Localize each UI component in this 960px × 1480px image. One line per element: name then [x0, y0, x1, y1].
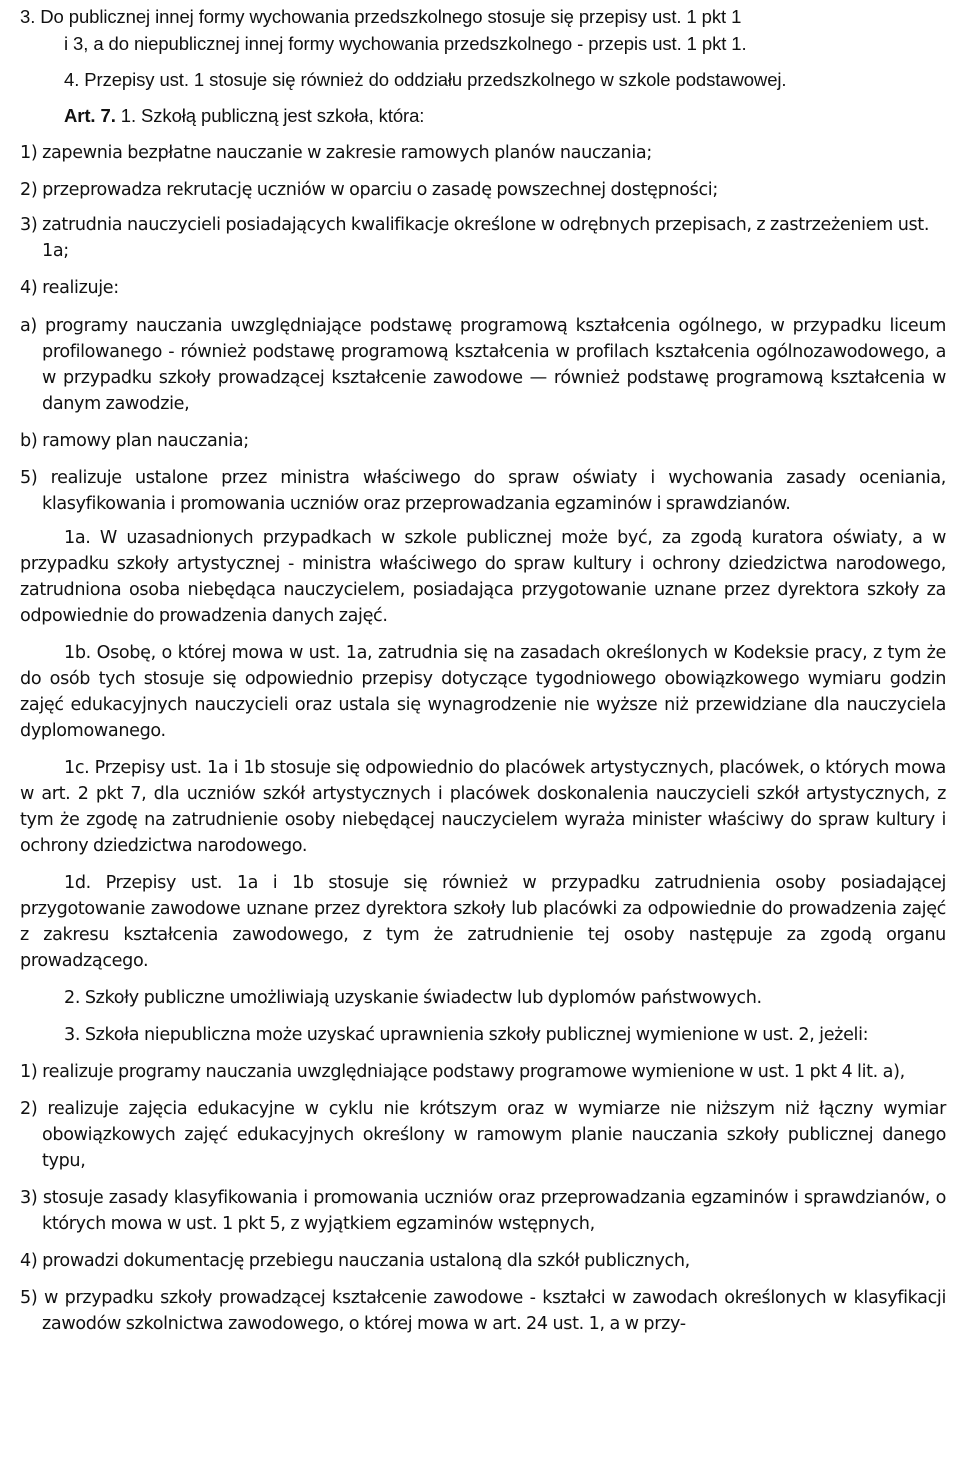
point-2: 2) przeprowadza rekrutację uczniów w oparciu o zasadę powszechnej dostępności; [20, 180, 718, 200]
point-4: 4) realizuje: [20, 278, 119, 298]
point-4a: a) programy nauczania uwzględniające podstawę programową kształcenia ogólnego, w przypadku liceum profilowanego - również podstawę programową kształcenia w profilach kształcenia ogólnozawodowego, a w przypadku szkoły prowadzącej kształcenie zawodowe — również podstawę programową kształcenia w danym zawodzie, [20, 316, 946, 414]
article-label: Art. 7. [64, 105, 116, 126]
paragraph-1d: 1d. Przepisy ust. 1a i 1b stosuje się również w przypadku zatrudnienia osoby posiadającej przygotowanie zawodowe uznane przez dyrektora szkoły lub placówki za odpowiednie do prowadzenia zajęć z zakresu kształcenia zawodowego, z tym że zatrudnienie tej osoby następuje za zgodą organu prowadzącego. [20, 873, 946, 971]
paragraph-3-preschool [20, 3, 946, 57]
condition-4: 4) prowadzi dokumentację przebiegu nauczania ustaloną dla szkół publicznych, [20, 1251, 690, 1271]
condition-2: 2) realizuje zajęcia edukacyjne w cyklu nie krótszym oraz w wymiarze nie niższym niż łączny wymiar obowiązkowych zajęć edukacyjnych określony w ramowym planie nauczania szkoły publicznej danego typu, [20, 1099, 946, 1171]
paragraph-1c: 1c. Przepisy ust. 1a i 1b stosuje się odpowiednio do placówek artystycznych, placówek, o których mowa w art. 2 pkt 7, dla uczniów szkół artystycznych i placówek doskonalenia nauczycieli szkół artystycznych, z tym że zgodę na zatrudnienie osoby niebędącej nauczycielem wyraża minister właściwy do spraw kultury i ochrony dziedzictwa narodowego. [20, 758, 946, 856]
paragraph-4-preschool: 4. Przepisy ust. 1 stosuje się również do oddziału przedszkolnego w szkole podstawowej. [64, 69, 787, 90]
point-1: 1) zapewnia bezpłatne nauczanie w zakresie ramowych planów nauczania; [20, 143, 652, 163]
paragraph-1b: 1b. Osobę, o której mowa w ust. 1a, zatrudnia się na zasadach określonych w Kodeksie pracy, z tym że do osób tych stosuje się odpowiednio przepisy dotyczące tygodniowego obowiązkowego wymiaru godzin zajęć edukacyjnych nauczycieli oraz ustala się wynagrodzenie nie wyższe niż przewidziane dla nauczyciela dyplomowanego. [20, 643, 946, 741]
condition-5: 5) w przypadku szkoły prowadzącej kształcenie zawodowe - kształci w zawodach określonych w klasyfikacji zawodów szkolnictwa zawodowego, o której mowa w art. 24 ust. 1, a w przy- [20, 1288, 946, 1334]
paragraph-3-line-2: i 3, a do niepublicznej innej formy wychowania przedszkolnego - przepis ust. 1 pkt 1. [64, 33, 747, 54]
point-4b: b) ramowy plan nauczania; [20, 431, 249, 451]
point-3: 3) zatrudnia nauczycieli posiadających kwalifikacje określone w odrębnych przepisach, z zastrzeżeniem ust. 1a; [20, 215, 930, 261]
paragraph-3: 3. Szkoła niepubliczna może uzyskać uprawnienia szkoły publicznej wymienione w ust. 2, jeżeli: [64, 1025, 869, 1045]
article-7-intro: 1. Szkołą publiczną jest szkoła, która: [115, 105, 425, 126]
condition-3: 3) stosuje zasady klasyfikowania i promowania uczniów oraz przeprowadzania egzaminów i sprawdzianów, o których mowa w ust. 1 pkt 5, z wyjątkiem egzaminów wstępnych, [20, 1188, 946, 1234]
paragraph-3-line-1: 3. Do publicznej innej formy wychowania przedszkolnego stosuje się przepisy ust. 1 pkt 1 [20, 6, 742, 27]
condition-1: 1) realizuje programy nauczania uwzględniające podstawy programowe wymienione w ust. 1 pkt 4 lit. a), [20, 1062, 905, 1082]
paragraph-1a: 1a. W uzasadnionych przypadkach w szkole publicznej może być, za zgodą kuratora oświaty, a w przypadku szkoły artystycznej - ministra właściwego do spraw kultury i ochrony dziedzictwa narodowego, zatrudniona osoba niebędąca nauczycielem, posiadająca przygotowanie uznane przez dyrektora szkoły za odpowiednie do prowadzenia danych zajęć. [20, 528, 946, 626]
paragraph-2: 2. Szkoły publiczne umożliwiają uzyskanie świadectw lub dyplomów państwowych. [64, 988, 762, 1008]
point-5: 5) realizuje ustalone przez ministra właściwego do spraw oświaty i wychowania zasady oceniania, klasyfikowania i promowania uczniów oraz przeprowadzania egzaminów i sprawdzianów. [20, 468, 946, 514]
article-7-heading [20, 102, 946, 129]
